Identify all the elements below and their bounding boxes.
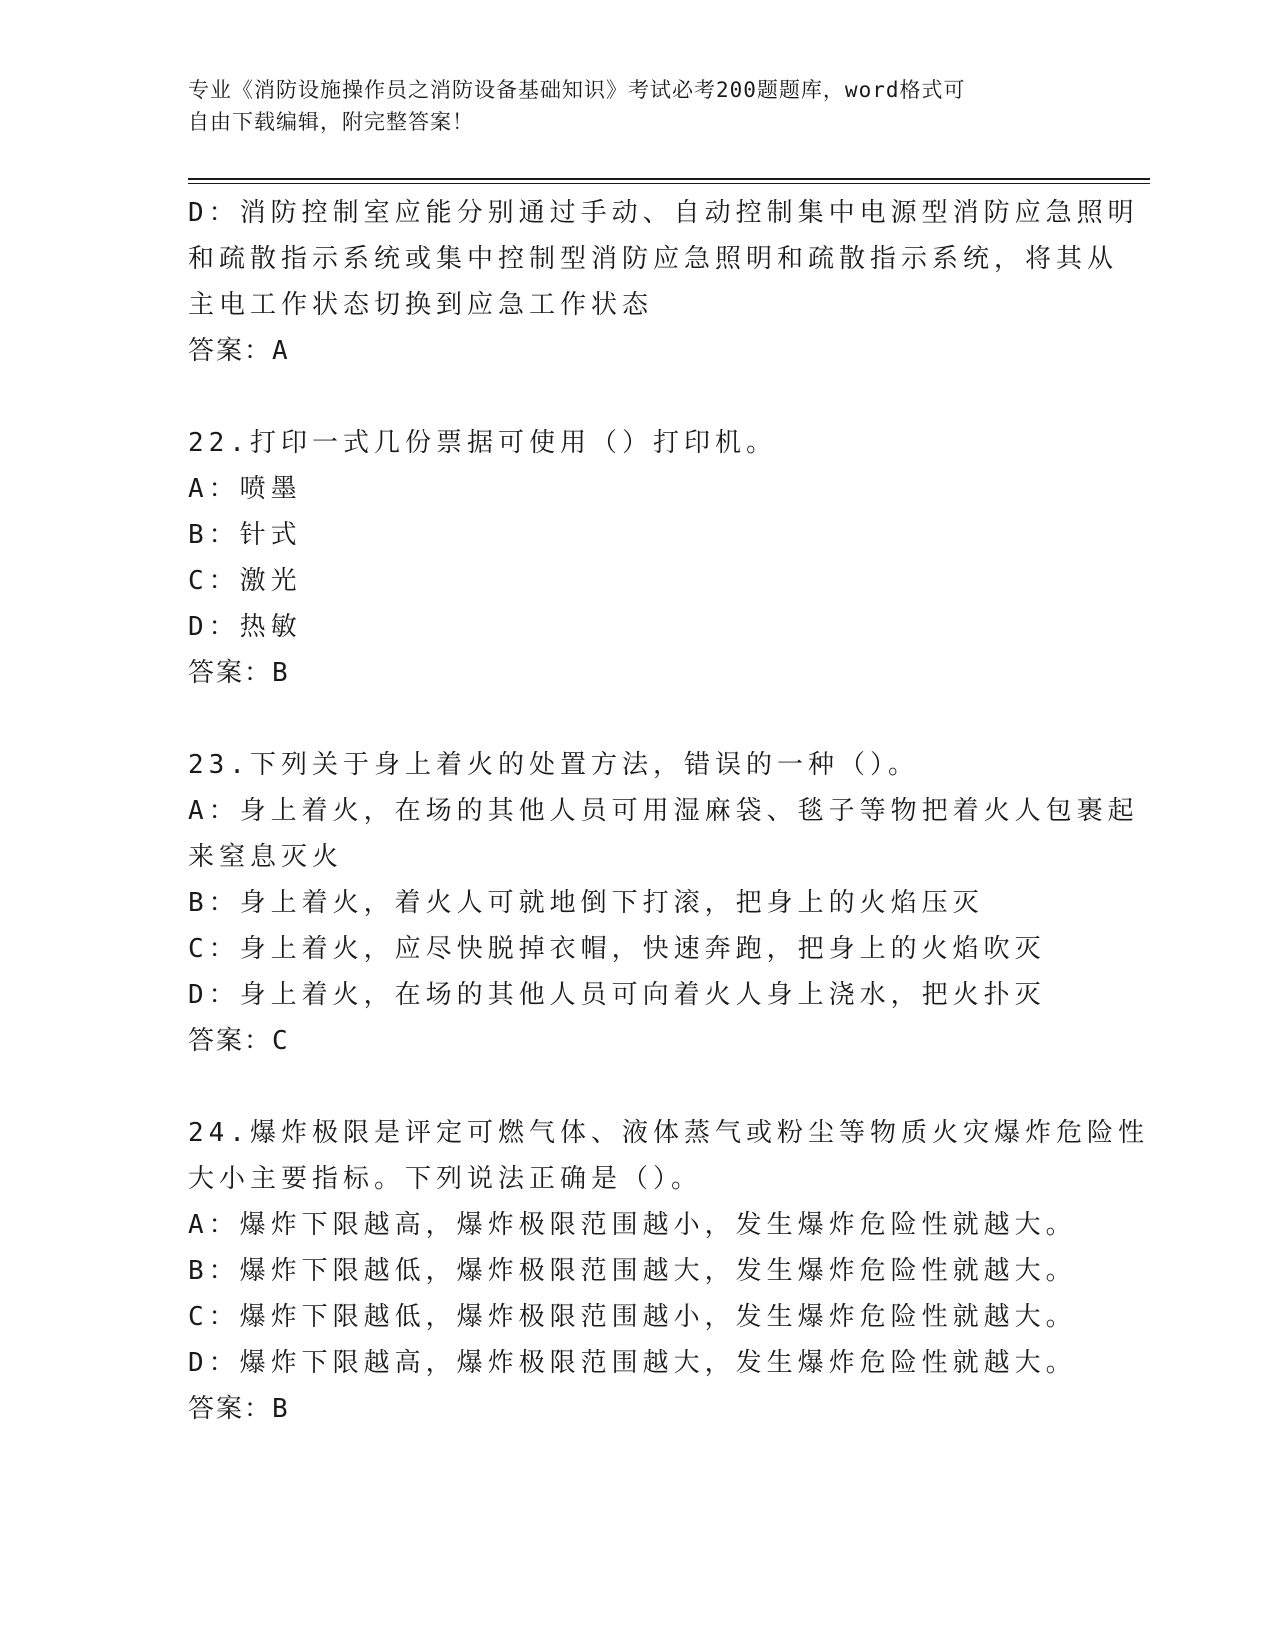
- question-content: [188, 190, 1149, 1432]
- header-line-1: 专业《消防设施操作员之消防设备基础知识》考试必考200题题库，word格式可: [188, 78, 966, 102]
- question-23: [188, 742, 1139, 1064]
- q24-answer: 答案：B: [188, 1394, 290, 1424]
- q23-option-c: C：身上着火，应尽快脱掉衣帽，快速奔跑，把身上的火焰吹灭: [188, 934, 1046, 964]
- header-divider-thick: [188, 178, 1150, 180]
- q24-stem-line-1: 24.爆炸极限是评定可燃气体、液体蒸气或粉尘等物质火灾爆炸危险性: [188, 1118, 1149, 1148]
- q23-answer: 答案：C: [188, 1026, 290, 1056]
- q23-option-a-line-2: 来窒息灭火: [188, 842, 344, 872]
- q23-stem: 23.下列关于身上着火的处置方法，错误的一种（）。: [188, 750, 919, 780]
- spacer: [188, 696, 1088, 742]
- q22-option-d: D：热敏: [188, 612, 302, 642]
- header-divider-thin: [188, 183, 1150, 184]
- q24-option-c: C：爆炸下限越低，爆炸极限范围越小，发生爆炸危险性就越大。: [188, 1302, 1077, 1332]
- q22-option-b: B：针式: [188, 520, 302, 550]
- q24-option-d: D：爆炸下限越高，爆炸极限范围越大，发生爆炸危险性就越大。: [188, 1348, 1077, 1378]
- spacer: [188, 374, 1088, 420]
- q22-option-c: C：激光: [188, 566, 302, 596]
- q23-option-d: D：身上着火，在场的其他人员可向着火人身上浇水，把火扑灭: [188, 980, 1046, 1010]
- q21-answer: 答案：A: [188, 336, 290, 366]
- q24-option-a: A：爆炸下限越高，爆炸极限范围越小，发生爆炸危险性就越大。: [188, 1210, 1077, 1240]
- q21-option-d-line-2: 和疏散指示系统或集中控制型消防应急照明和疏散指示系统，将其从: [188, 244, 1119, 274]
- q24-stem-line-2: 大小主要指标。下列说法正确是（）。: [188, 1164, 703, 1194]
- q22-stem: 22.打印一式几份票据可使用（）打印机。: [188, 428, 777, 458]
- spacer: [188, 1064, 1088, 1110]
- header-line-2: 自由下载编辑，附完整答案！: [188, 110, 474, 134]
- document-header: [188, 74, 1078, 138]
- question-21-tail: [188, 190, 1139, 374]
- question-22: [188, 420, 1088, 696]
- q22-answer: 答案：B: [188, 658, 290, 688]
- q24-option-b: B：爆炸下限越低，爆炸极限范围越大，发生爆炸危险性就越大。: [188, 1256, 1077, 1286]
- q23-option-a-line-1: A：身上着火，在场的其他人员可用湿麻袋、毯子等物把着火人包裹起: [188, 796, 1139, 826]
- question-24: [188, 1110, 1149, 1432]
- q21-option-d-line-3: 主电工作状态切换到应急工作状态: [188, 290, 654, 320]
- q23-option-b: B：身上着火，着火人可就地倒下打滚，把身上的火焰压灭: [188, 888, 984, 918]
- q21-option-d-line-1: D：消防控制室应能分别通过手动、自动控制集中电源型消防应急照明: [188, 198, 1139, 228]
- q22-option-a: A：喷墨: [188, 474, 302, 504]
